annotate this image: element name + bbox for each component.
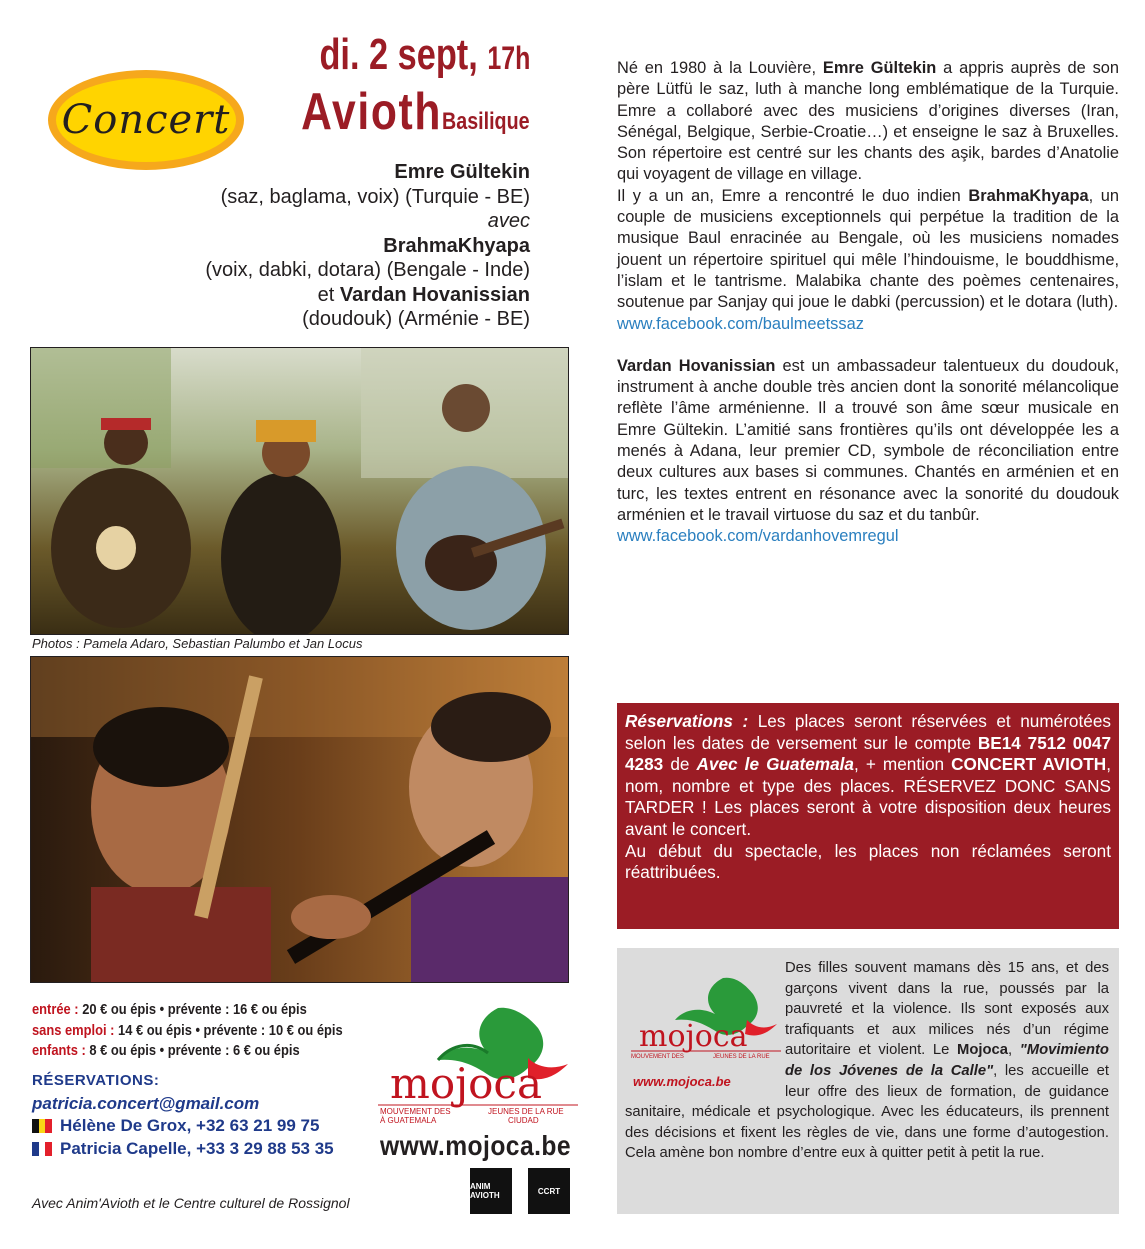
mojoca-tagline-right2: CIUDAD [508,1116,539,1125]
infobox-mojoca: Mojoca [957,1042,1008,1059]
mojoca-description [625,958,1109,1164]
bio-paragraph-1 [617,58,1119,186]
price-entree [32,1000,343,1021]
artist-1-desc: (saz, baglama, voix) (Turquie - BE) [220,185,530,208]
bio-p2-name: BrahmaKhyapa [968,186,1089,205]
reservations-email-link[interactable]: patricia.concert@gmail.com [32,1094,260,1113]
artist-biography [617,58,1119,548]
bio-paragraph-2 [617,186,1119,314]
reservation-t4: , nom, nombre et type des places. RÉSERVEZ DONC SANS TARDER ! Les places seront à votre disposition deux heures avant le concert. [625,754,1111,839]
reservation-t5: Au début du spectacle, les places non réclamées seront réattribuées. [625,840,1111,883]
reservation-t2: de [663,754,697,775]
infobox-movimiento: "Movimiento de los Jóvenes de la Calle" [785,1042,1109,1079]
artist-1-name: Emre Gültekin [394,161,530,183]
reservation-text [625,711,1111,884]
contact-france [32,1139,334,1159]
bio-paragraph-3 [617,356,1119,526]
artist-avec: avec [487,210,530,232]
price-sans-emploi-label: sans emploi : [32,1021,115,1039]
reservation-t3: , + mention [853,754,952,775]
contact-france-text: Patricia Capelle, +33 3 29 88 53 35 [60,1139,334,1158]
mojoca-logo [378,998,578,1130]
photo-credit: Photos : Pamela Adaro, Sebastian Palumbo et Jan Locus [32,636,363,651]
artist-3-desc: (doudouk) (Arménie - BE) [302,308,530,330]
bio-p1-name: Emre Gültekin [822,59,937,77]
mojoca-website-link[interactable]: www.mojoca.be [380,1130,572,1161]
bio-p1-a: Né en 1980 à la Louvière, [617,59,823,77]
photo-duo [30,656,569,983]
bio-p2-c: , un couple de musiciens exceptionnels qui perpétue la tradition de la musique Baul enracinée au Bengale, où les musiciens nomades jouent un répertoire spirituel qui mêle l’hindouisme, le bouddhisme, l’islam et le tantrisme. Malabika chante des poèmes centenaires, soutenue par Sanjay qui joue le dabki (percussion) et le dotara (luth). [617,186,1119,312]
mojoca-small-logo-text: mojoca [639,1019,748,1054]
price-entree-label: entrée : [32,1001,79,1018]
price-enfants [32,1041,343,1062]
reservation-org: Avec le Guatemala [696,754,854,775]
event-date-day: di. 2 sept, [319,30,478,79]
price-sans-emploi [32,1021,343,1042]
mojoca-small-tagline-left: MOUVEMENT DES [631,1054,684,1060]
event-date [319,30,530,80]
mojoca-logo-text: mojoca [390,1059,542,1108]
infobox-t2: , [1008,1042,1020,1059]
event-time: 17h [486,40,530,76]
concert-badge-inner [56,78,236,162]
belgium-flag-icon [32,1119,52,1133]
concert-badge-label: Concert [61,97,231,143]
artist-et: et [317,283,335,306]
reservation-box [617,703,1119,929]
bio-p3-b: est un ambassadeur talentueux du doudouk, instrument à anche double très ancien dont la sonorité mélancolique reflète l’âme arménienne. Il a trouvé son âme sœur musicale en Emre Gültekin. L’amitié sans frontières qu’ils ont développée les a menés à Adana, leur premier CD, symbole de réconciliation entre deux cultures aux bases si communes. Chantés en arménien et en turc, les textes entrent en résonance avec la sonorité du doudouk arménien et le travail virtuose du saz et du tanbûr. [617,356,1119,524]
artist-2-desc: (voix, dabki, dotara) (Bengale - Inde) [205,259,530,281]
mojoca-tagline-left2: À GUATEMALA [380,1116,437,1125]
event-town: Avioth [301,83,443,141]
ccrt-logo [528,1168,570,1214]
france-flag-icon [32,1142,52,1156]
facebook-link-vardan[interactable]: www.facebook.com/vardanhovemregul [617,527,899,546]
reservation-account: BE14 7512 0047 4283 [625,732,1111,775]
concert-badge [48,70,244,170]
price-list [32,1000,343,1062]
event-place [302,82,530,142]
price-enfants-label: enfants : [32,1042,86,1059]
event-venue: Basilique [442,108,530,135]
contact-belgium-text: Hélène De Grox, +32 63 21 99 75 [60,1116,320,1135]
reservation-box-title: Réservations : [625,711,749,731]
artist-2-name: BrahmaKhyapa [383,234,530,257]
reservation-t1: Les places seront réservées et numérotées selon les dates de versement sur le compte [625,711,1111,753]
mojoca-tagline-right: JEUNES DE LA RUE [488,1107,564,1116]
bio-p3-name: Vardan Hovanissian [617,356,776,375]
artist-3-name: Vardan Hovanissian [339,283,530,306]
bio-p2-a: Il y a un an, Emre a rencontré le duo indien [617,186,969,205]
mojoca-tagline-left: MOUVEMENT DES [380,1107,451,1116]
mojoca-small-url[interactable]: www.mojoca.be [633,1074,731,1089]
photo-trio [30,347,569,635]
contact-belgium [32,1116,319,1136]
price-enfants-value: 8 € ou épis • prévente : 6 € ou épis [89,1042,300,1059]
infobox-t1: Des filles souvent mamans dès 15 ans, et des garçons vivent dans la rue, poussés par la pauvreté et la violence. Ils sont exposés aux trafiquants et aux milices nés d’un régime autoritaire et violent. Le [785,960,1109,1059]
mojoca-info-box [617,948,1119,1214]
bio-p1-c: a appris auprès de son père Lütfü le saz, luth à manche long emblématique de la Turquie. Emre a collaboré avec des musiciens d’origines diverses (Iran, Sénégal, Belgique, Serbie-Croatie…) et enseigne le saz à Bruxelles. Son répertoire est centré sur les chants des aşik, bardes d’Anatolie qui voyagent de village en village. [617,59,1119,184]
ccrt-logo-text: CCRT [537,1186,561,1196]
anim-avioth-logo-text: ANIM AVIOTH [470,1182,500,1200]
artist-lineup [10,160,530,332]
facebook-link-baul[interactable]: www.facebook.com/baulmeetssaz [617,314,864,333]
anim-avioth-logo [470,1168,512,1214]
mojoca-small-tagline-right: JEUNES DE LA RUE [713,1054,770,1060]
infobox-t3: , les accueille et leur offre des lieux de formation, de guidance sanitaire, médicale et psychologique. Avec les éducateurs, ils prennent des décisions et fixent les règles de vie, dans une forme d’autogestion. Cela amène bon nombre d’entre eux à quitter petit à petit la rue. [625,1062,1109,1162]
price-entree-value: 20 € ou épis • prévente : 16 € ou épis [82,1001,307,1018]
reservation-mention: CONCERT AVIOTH [951,754,1107,775]
reservations-title: RÉSERVATIONS: [32,1072,160,1089]
footer-credit: Avec Anim'Avioth et le Centre culturel de Rossignol [32,1195,350,1211]
price-sans-emploi-value: 14 € ou épis • prévente : 10 € ou épis [118,1021,343,1039]
